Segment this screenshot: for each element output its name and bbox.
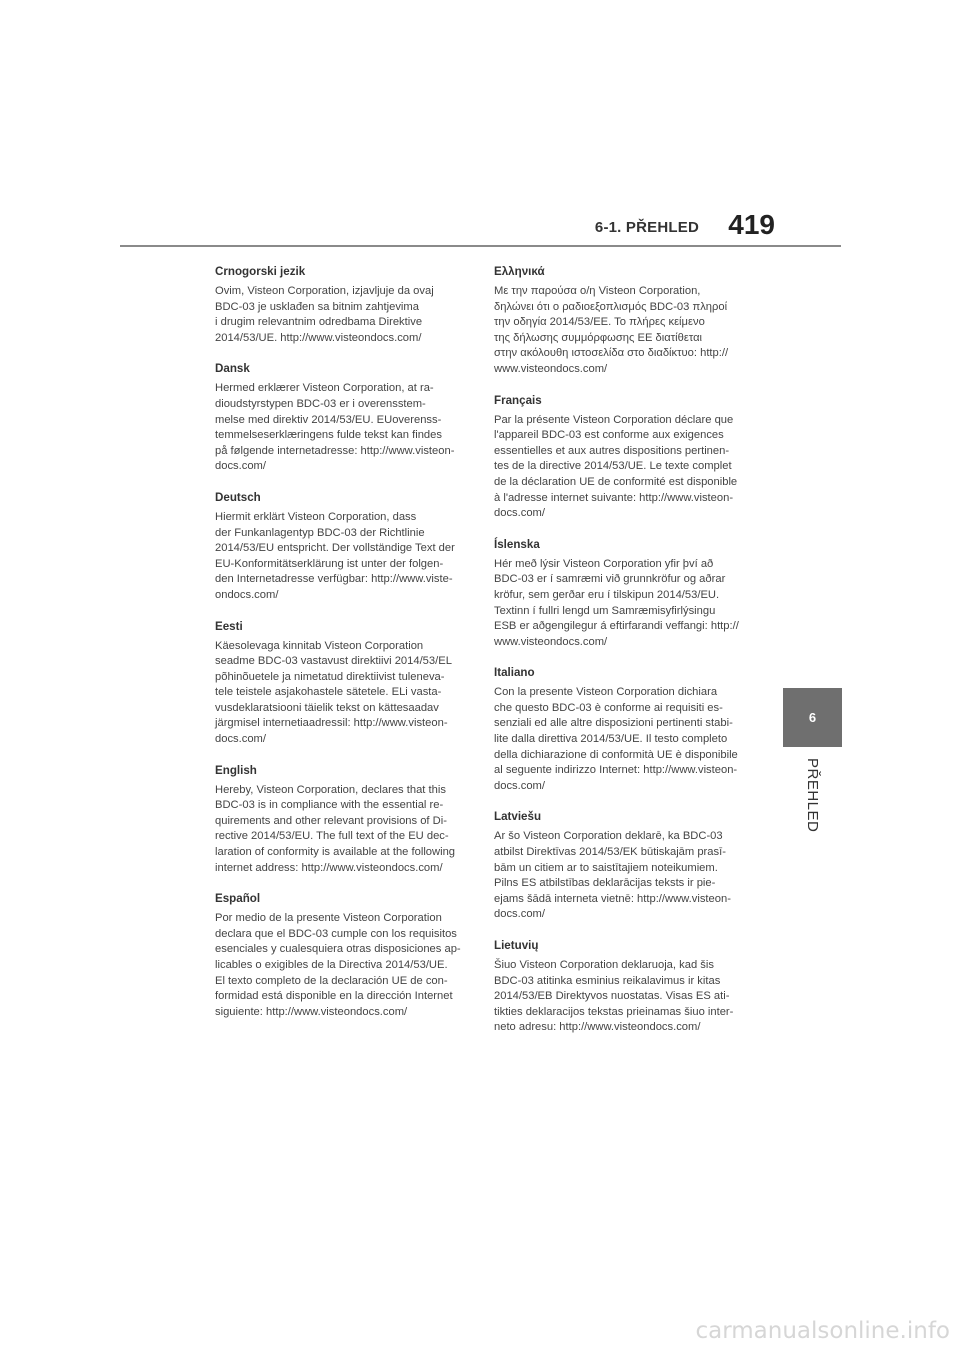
text-line: docs.com/ — [494, 908, 545, 921]
language-heading: Deutsch — [215, 490, 261, 504]
chapter-number: 6 — [808, 710, 817, 725]
text-line: Hér með lýsir Visteon Corporation yfir því að — [494, 557, 714, 570]
text-line: 2014/53/UE. http://www.visteondocs.com/ — [215, 331, 422, 344]
text-line: Con la presente Visteon Corporation dichiara — [494, 686, 718, 699]
text-line: Με την παρούσα ο/η Visteon Corporation, — [494, 285, 701, 297]
language-section — [494, 938, 749, 1036]
language-heading: Crnogorski jezik — [215, 265, 306, 278]
text-line: 2014/53/EB Direktyvos nuostatas. Visas ES ati- — [494, 990, 730, 1003]
text-line: atbilst Direktīvas 2014/53/EK būtiskajām prasī- — [494, 846, 726, 859]
text-line: internet address: http://www.visteondocs.com/ — [215, 861, 443, 874]
text-line: Hereby, Visteon Corporation, declares that this — [215, 783, 446, 796]
language-heading: Italiano — [494, 666, 535, 680]
language-heading: Ελληνικά — [494, 265, 545, 278]
declaration-text — [494, 284, 749, 378]
text-line: Käesolevaga kinnitab Visteon Corporation — [215, 639, 424, 652]
declaration-text — [215, 639, 470, 748]
text-line: Por medio de la presente Visteon Corporation — [215, 912, 442, 925]
declaration-text — [215, 510, 470, 604]
text-line: 2014/53/EU entspricht. Der vollständige Text der — [215, 542, 455, 555]
text-line: lite dalla direttiva 2014/53/UE. Il testo completo — [494, 733, 728, 746]
text-line: på følgende internetadresse: http://www.visteon- — [215, 444, 455, 457]
declaration-text — [494, 685, 749, 794]
text-line: tikties deklaracijos tekstas prieinamas šiuo inter- — [494, 1005, 734, 1018]
text-line: την οδηγία 2014/53/ΕΕ. Το πλήρες κείμενο — [494, 316, 705, 329]
text-line: tes de la directive 2014/53/UE. Le texte complet — [494, 460, 732, 473]
declaration-text — [494, 829, 749, 923]
page-header — [120, 205, 841, 247]
text-line: neto adresu: http://www.visteondocs.com/ — [494, 1021, 701, 1034]
language-section — [494, 264, 749, 378]
text-line: kröfur, sem gerðar eru í tilskipun 2014/53/EU. — [494, 588, 720, 601]
language-section — [215, 361, 470, 475]
text-line: ESB er aðgengilegur á eftirfarandi veffangi: http:// — [494, 620, 739, 633]
text-line: licables o exigibles de la Directiva 2014/53/UE. — [215, 959, 448, 971]
text-line: à l'adresse internet suivante: http://www.visteon- — [494, 491, 734, 504]
text-line: rective 2014/53/EU. The full text of the EU dec- — [215, 830, 449, 843]
chapter-tab[interactable] — [783, 688, 842, 747]
language-heading: Español — [215, 892, 261, 906]
declaration-text — [215, 911, 470, 1020]
text-line: essentielles et aux autres dispositions pertinen- — [494, 444, 730, 457]
text-line: dioudstyrstypen BDC-03 er i overensstem- — [215, 397, 426, 410]
text-line: El texto completo de la declaración UE de con- — [215, 974, 448, 987]
language-section — [215, 619, 470, 748]
text-line: docs.com/ — [215, 460, 266, 473]
text-line: che questo BDC-03 è conforme ai requisiti es- — [494, 701, 723, 714]
text-line: al seguente indirizzo Internet: http://www.visteon- — [494, 764, 738, 777]
language-section — [494, 665, 749, 794]
text-line: den Internetadresse verfügbar: http://www.viste- — [215, 573, 453, 586]
text-line: temmelseserklæringens fulde tekst kan findes — [215, 429, 442, 442]
declaration-text — [215, 284, 470, 346]
text-line: melse med direktiv 2014/53/EU. EUoverenss- — [215, 413, 442, 426]
text-line: της δήλωσης συμμόρφωσης ΕΕ διατίθεται — [494, 331, 703, 344]
text-line: Pilns ES atbilstības deklarācijas teksts ir pie- — [494, 877, 716, 890]
text-line: i drugim relevantnim odredbama Direktive — [215, 316, 423, 329]
text-line: vusdeklaratsiooni täielik tekst on kättesaadav — [215, 701, 439, 714]
language-heading: Latviešu — [494, 810, 542, 824]
chapter-label: PŘEHLED — [804, 758, 821, 833]
text-line: tele teistele asjakohastele sätetele. ELi vasta- — [215, 686, 442, 699]
text-line: BDC-03 atitinka esminius reikalavimus ir kitas — [494, 974, 721, 987]
text-line: quirements and other relevant provisions of Di- — [215, 814, 447, 827]
text-line: Šiuo Visteon Corporation deklaruoja, kad šis — [494, 959, 714, 971]
declaration-text — [494, 958, 749, 1036]
text-line: EU-Konformitätserklärung ist unter der folgen- — [215, 557, 444, 570]
text-line: δηλώνει ότι ο ραδιοεξοπλισμός BDC-03 πληροί — [494, 300, 728, 313]
language-section — [215, 763, 470, 877]
text-line: www.visteondocs.com/ — [494, 362, 608, 375]
text-line: senziali ed alle altre disposizioni pertinenti stabi- — [494, 717, 733, 730]
text-line: Hermed erklærer Visteon Corporation, at ra- — [215, 382, 434, 395]
text-line: BDC-03 je usklađen sa bitnim zahtjevima — [215, 300, 419, 313]
language-heading: Eesti — [215, 619, 243, 633]
text-line: ondocs.com/ — [215, 588, 279, 601]
text-line: Textinn í fullri lengd um Samræmisyfirlýsingu — [494, 604, 716, 617]
declaration-text — [215, 381, 470, 475]
text-line: declara que el BDC-03 cumple con los requisitos — [215, 927, 457, 940]
text-line: docs.com/ — [215, 733, 266, 746]
text-line: della dichiarazione di conformità UE è disponibile — [494, 748, 738, 761]
declaration-text — [494, 413, 749, 522]
text-line: esenciales y cualesquiera otras disposiciones ap- — [215, 943, 461, 956]
text-line: docs.com/ — [494, 507, 545, 520]
text-line: Par la présente Visteon Corporation déclare que — [494, 413, 734, 426]
text-line: BDC-03 is in compliance with the essential re- — [215, 799, 444, 812]
text-line: de la déclaration UE de conformité est disponible — [494, 475, 738, 488]
left-column — [215, 264, 470, 1035]
language-heading: Dansk — [215, 362, 250, 376]
language-section — [494, 809, 749, 923]
text-line: BDC-03 er í samræmi við grunnkröfur og aðrar — [494, 573, 726, 586]
watermark: carmanualsonline.info — [695, 1318, 950, 1344]
text-line: seadme BDC-03 vastavust direktiivi 2014/53/EL — [215, 655, 452, 668]
page-number: 419 — [728, 209, 775, 240]
language-heading: Français — [494, 393, 542, 407]
text-line: bām un citiem ar to saistītajiem noteikumiem. — [494, 861, 718, 874]
text-line: Hiermit erklärt Visteon Corporation, dass — [215, 510, 417, 523]
text-line: der Funkanlagentyp BDC-03 der Richtlinie — [215, 526, 425, 539]
text-line: põhinõuetele ja nimetatud direktiivist tuleneva- — [215, 670, 445, 683]
text-line: www.visteondocs.com/ — [494, 635, 608, 648]
declaration-text — [215, 783, 470, 877]
right-column — [494, 264, 749, 1051]
text-line: στην ακόλουθη ιστοσελίδα στο διαδίκτυο: http:// — [494, 347, 729, 360]
language-section — [215, 490, 470, 604]
chapter-tab-label — [783, 758, 842, 838]
language-section — [215, 891, 470, 1020]
text-line: ejams šādā interneta vietnē: http://www.visteon- — [494, 892, 731, 905]
language-heading: Íslenska — [494, 537, 540, 551]
declaration-text — [494, 557, 749, 651]
language-section — [215, 264, 470, 346]
text-line: l'appareil BDC-03 est conforme aux exigences — [494, 429, 724, 442]
text-line: Ar šo Visteon Corporation deklarē, ka BDC-03 — [494, 830, 723, 843]
text-line: formidad está disponible en la dirección Internet — [215, 990, 453, 1003]
text-line: siguiente: http://www.visteondocs.com/ — [215, 1005, 408, 1018]
section-title: 6-1. PŘEHLED — [594, 219, 699, 236]
language-section — [494, 537, 749, 651]
language-heading: English — [215, 763, 257, 777]
text-line: järgmisel internetiaadressil: http://www.visteon- — [215, 717, 448, 730]
language-heading: Lietuvių — [494, 939, 539, 952]
text-line: docs.com/ — [494, 779, 545, 792]
text-line: laration of conformity is available at the following — [215, 846, 456, 859]
language-section — [494, 393, 749, 522]
text-line: Ovim, Visteon Corporation, izjavljuje da ovaj — [215, 285, 434, 297]
